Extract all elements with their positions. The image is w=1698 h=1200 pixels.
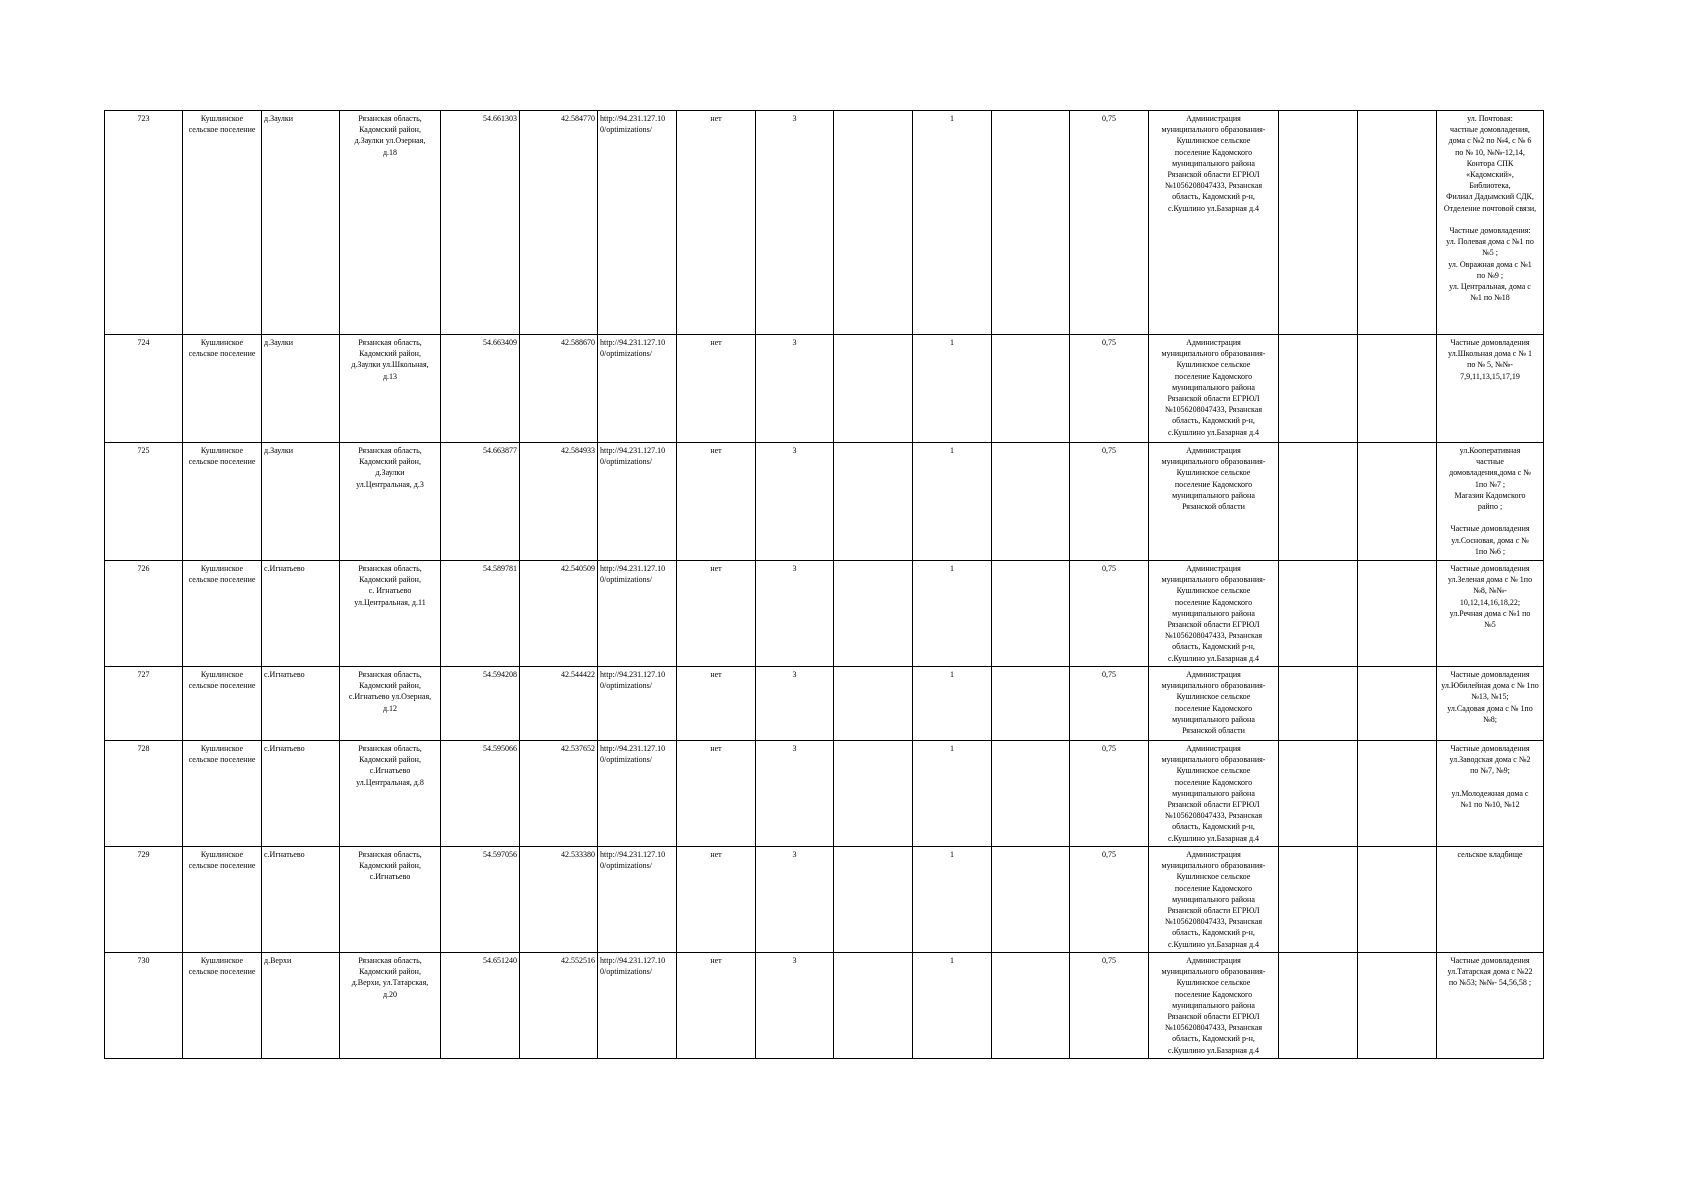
- empty-cell: [834, 111, 913, 335]
- area-cell: 3: [756, 443, 834, 561]
- longitude-cell: 42.533380: [520, 847, 598, 953]
- empty-cell: [1358, 741, 1437, 847]
- empty-cell: [992, 335, 1070, 443]
- container-volume-cell: 0,75: [1070, 335, 1149, 443]
- address-cell: Рязанская область, Кадомский район, с.Игнатьево ул.Озерная, д.12: [340, 667, 441, 741]
- area-cell: 3: [756, 335, 834, 443]
- area-cell: 3: [756, 953, 834, 1059]
- locality-cell: с.Игнатьево: [262, 561, 340, 667]
- table-body: [105, 111, 1544, 1059]
- cover-cell: нет: [677, 953, 756, 1059]
- container-count-cell: 1: [913, 443, 992, 561]
- container-volume-cell: 0,75: [1070, 741, 1149, 847]
- container-count-cell: 1: [913, 561, 992, 667]
- empty-cell: [834, 561, 913, 667]
- area-cell: 3: [756, 561, 834, 667]
- address-cell: Рязанская область, Кадомский район, д.Верхи, ул.Татарская, д.20: [340, 953, 441, 1059]
- record-number: 729: [105, 847, 183, 953]
- latitude-cell: 54.595066: [441, 741, 520, 847]
- latitude-cell: 54.594208: [441, 667, 520, 741]
- latitude-cell: 54.661303: [441, 111, 520, 335]
- record-number: 727: [105, 667, 183, 741]
- empty-cell: [1358, 111, 1437, 335]
- latitude-cell: 54.589781: [441, 561, 520, 667]
- address-cell: Рязанская область, Кадомский район, с. Игнатьево ул.Центральная, д.11: [340, 561, 441, 667]
- container-volume-cell: 0,75: [1070, 111, 1149, 335]
- longitude-cell: 42.540509: [520, 561, 598, 667]
- address-cell: Рязанская область, Кадомский район, д.Заулки ул.Школьная, д.13: [340, 335, 441, 443]
- owner-cell: Администрация муниципального образования- Кушлинское сельское поселение Кадомского муниципального района Рязанской области ЕГРЮЛ №1056208047433, Рязанская область, Кадомский р-н, с.Кушлино ул.Базарная д.4: [1149, 741, 1279, 847]
- container-count-cell: 1: [913, 111, 992, 335]
- area-cell: 3: [756, 847, 834, 953]
- container-volume-cell: 0,75: [1070, 561, 1149, 667]
- address-cell: Рязанская область, Кадомский район, д.Заулки ул.Озерная, д.18: [340, 111, 441, 335]
- locality-cell: с.Игнатьево: [262, 741, 340, 847]
- waste-sources-cell: Частные домовладения ул.Юбилейная дома с № 1по №13, №15; ул.Садовая дома с № 1по №8;: [1437, 667, 1544, 741]
- table-row: [105, 561, 1544, 667]
- area-cell: 3: [756, 741, 834, 847]
- table-row: [105, 111, 1544, 335]
- locality-cell: д.Заулки: [262, 111, 340, 335]
- cover-cell: нет: [677, 741, 756, 847]
- locality-cell: д.Верхи: [262, 953, 340, 1059]
- record-number: 725: [105, 443, 183, 561]
- longitude-cell: 42.584933: [520, 443, 598, 561]
- owner-cell: Администрация муниципального образования- Кушлинское сельское поселение Кадомского муниципального района Рязанской области: [1149, 443, 1279, 561]
- record-number: 730: [105, 953, 183, 1059]
- container-count-cell: 1: [913, 847, 992, 953]
- map-link-cell: http://94.231.127.10 0/optimizations/: [598, 335, 677, 443]
- area-cell: 3: [756, 111, 834, 335]
- longitude-cell: 42.552516: [520, 953, 598, 1059]
- record-number: 726: [105, 561, 183, 667]
- waste-sources-cell: ул.Кооперативная частные домовладения,дома с № 1по №7 ; Магазин Кадомского райпо ; Частные домовладения ул.Сосновая, дома с № 1по №6 ;: [1437, 443, 1544, 561]
- container-volume-cell: 0,75: [1070, 443, 1149, 561]
- map-link-cell: http://94.231.127.10 0/optimizations/: [598, 443, 677, 561]
- waste-sources-cell: Частные домовладения ул.Заводская дома с №2 по №7, №9; ул.Молодежная дома с №1 по №10, №12: [1437, 741, 1544, 847]
- container-count-cell: 1: [913, 335, 992, 443]
- longitude-cell: 42.588670: [520, 335, 598, 443]
- container-volume-cell: 0,75: [1070, 667, 1149, 741]
- record-number: 723: [105, 111, 183, 335]
- address-cell: Рязанская область, Кадомский район, д.Заулки ул.Центральная, д.3: [340, 443, 441, 561]
- empty-cell: [1358, 443, 1437, 561]
- latitude-cell: 54.663409: [441, 335, 520, 443]
- container-count-cell: 1: [913, 741, 992, 847]
- container-volume-cell: 0,75: [1070, 847, 1149, 953]
- cover-cell: нет: [677, 667, 756, 741]
- owner-cell: Администрация муниципального образования- Кушлинское сельское поселение Кадомского муниципального района Рязанской области ЕГРЮЛ №1056208047433, Рязанская область, Кадомский р-н, с.Кушлино ул.Базарная д.4: [1149, 335, 1279, 443]
- address-cell: Рязанская область, Кадомский район, с.Игнатьево ул.Центральная, д.8: [340, 741, 441, 847]
- empty-cell: [1358, 561, 1437, 667]
- map-link-cell: http://94.231.127.10 0/optimizations/: [598, 111, 677, 335]
- latitude-cell: 54.651240: [441, 953, 520, 1059]
- settlement-cell: Кушлинское сельское поселение: [183, 335, 262, 443]
- waste-sources-cell: Частные домовладения ул.Татарская дома с №22 по №53; №№- 54,56,58 ;: [1437, 953, 1544, 1059]
- empty-cell: [1358, 335, 1437, 443]
- empty-cell: [992, 953, 1070, 1059]
- empty-cell: [1279, 953, 1358, 1059]
- empty-cell: [992, 847, 1070, 953]
- map-link-cell: http://94.231.127.10 0/optimizations/: [598, 561, 677, 667]
- settlement-cell: Кушлинское сельское поселение: [183, 953, 262, 1059]
- empty-cell: [992, 111, 1070, 335]
- container-sites-table: [104, 110, 1544, 1059]
- owner-cell: Администрация муниципального образования- Кушлинское сельское поселение Кадомского муниципального района Рязанской области ЕГРЮЛ №1056208047433, Рязанская область, Кадомский р-н, с.Кушлино ул.Базарная д.4: [1149, 561, 1279, 667]
- map-link-cell: http://94.231.127.10 0/optimizations/: [598, 847, 677, 953]
- locality-cell: д.Заулки: [262, 443, 340, 561]
- settlement-cell: Кушлинское сельское поселение: [183, 561, 262, 667]
- table-row: [105, 443, 1544, 561]
- empty-cell: [992, 667, 1070, 741]
- settlement-cell: Кушлинское сельское поселение: [183, 667, 262, 741]
- empty-cell: [834, 847, 913, 953]
- empty-cell: [1358, 847, 1437, 953]
- container-count-cell: 1: [913, 953, 992, 1059]
- locality-cell: с.Игнатьево: [262, 667, 340, 741]
- area-cell: 3: [756, 667, 834, 741]
- settlement-cell: Кушлинское сельское поселение: [183, 111, 262, 335]
- empty-cell: [992, 561, 1070, 667]
- locality-cell: д.Заулки: [262, 335, 340, 443]
- empty-cell: [834, 443, 913, 561]
- table-row: [105, 847, 1544, 953]
- address-cell: Рязанская область, Кадомский район, с.Игнатьево: [340, 847, 441, 953]
- cover-cell: нет: [677, 111, 756, 335]
- cover-cell: нет: [677, 561, 756, 667]
- waste-sources-cell: Частные домовладения ул.Школьная дома с № 1 по № 5, №№- 7,9,11,13,15,17,19: [1437, 335, 1544, 443]
- table-row: [105, 667, 1544, 741]
- empty-cell: [1279, 335, 1358, 443]
- empty-cell: [1279, 847, 1358, 953]
- locality-cell: с.Игнатьево: [262, 847, 340, 953]
- table-row: [105, 335, 1544, 443]
- settlement-cell: Кушлинское сельское поселение: [183, 443, 262, 561]
- waste-sources-cell: Частные домовладения ул.Зеленая дома с № 1по №8, №№- 10,12,14,16,18,22; ул.Речная дома с №1 по №5: [1437, 561, 1544, 667]
- empty-cell: [992, 443, 1070, 561]
- settlement-cell: Кушлинское сельское поселение: [183, 847, 262, 953]
- empty-cell: [1279, 443, 1358, 561]
- cover-cell: нет: [677, 335, 756, 443]
- map-link-cell: http://94.231.127.10 0/optimizations/: [598, 953, 677, 1059]
- empty-cell: [834, 667, 913, 741]
- longitude-cell: 42.537652: [520, 741, 598, 847]
- empty-cell: [1279, 111, 1358, 335]
- cover-cell: нет: [677, 847, 756, 953]
- longitude-cell: 42.544422: [520, 667, 598, 741]
- latitude-cell: 54.597056: [441, 847, 520, 953]
- registry-sheet: [104, 110, 1544, 1059]
- table-row: [105, 741, 1544, 847]
- owner-cell: Администрация муниципального образования- Кушлинское сельское поселение Кадомского муниципального района Рязанской области ЕГРЮЛ №1056208047433, Рязанская область, Кадомский р-н, с.Кушлино ул.Базарная д.4: [1149, 953, 1279, 1059]
- map-link-cell: http://94.231.127.10 0/optimizations/: [598, 741, 677, 847]
- empty-cell: [834, 741, 913, 847]
- empty-cell: [1358, 667, 1437, 741]
- empty-cell: [834, 953, 913, 1059]
- table-row: [105, 953, 1544, 1059]
- latitude-cell: 54.663877: [441, 443, 520, 561]
- container-count-cell: 1: [913, 667, 992, 741]
- empty-cell: [1279, 561, 1358, 667]
- empty-cell: [834, 335, 913, 443]
- empty-cell: [1279, 741, 1358, 847]
- owner-cell: Администрация муниципального образования- Кушлинское сельское поселение Кадомского муниципального района Рязанской области ЕГРЮЛ №1056208047433, Рязанская область, Кадомский р-н, с.Кушлино ул.Базарная д.4: [1149, 847, 1279, 953]
- empty-cell: [992, 741, 1070, 847]
- longitude-cell: 42.584770: [520, 111, 598, 335]
- waste-sources-cell: ул. Почтовая: частные домовладения, дома с №2 по №4, с № 6 по № 10, №№-12,14, Контора СПК «Кадомский», Библиотека, Филиал Дадымский СДК, Отделение почтовой связи, Частные домовладения: ул. Полевая дома с №1 по №5 ; ул. Овражная дома с №1 по №9 ; ул. Центральная, дома с №1 по №18: [1437, 111, 1544, 335]
- empty-cell: [1358, 953, 1437, 1059]
- cover-cell: нет: [677, 443, 756, 561]
- record-number: 728: [105, 741, 183, 847]
- settlement-cell: Кушлинское сельское поселение: [183, 741, 262, 847]
- container-volume-cell: 0,75: [1070, 953, 1149, 1059]
- owner-cell: Администрация муниципального образования- Кушлинское сельское поселение Кадомского муниципального района Рязанской области: [1149, 667, 1279, 741]
- map-link-cell: http://94.231.127.10 0/optimizations/: [598, 667, 677, 741]
- empty-cell: [1279, 667, 1358, 741]
- waste-sources-cell: сельское кладбище: [1437, 847, 1544, 953]
- owner-cell: Администрация муниципального образования- Кушлинское сельское поселение Кадомского муниципального района Рязанской области ЕГРЮЛ №1056208047433, Рязанская область, Кадомский р-н, с.Кушлино ул.Базарная д.4: [1149, 111, 1279, 335]
- record-number: 724: [105, 335, 183, 443]
